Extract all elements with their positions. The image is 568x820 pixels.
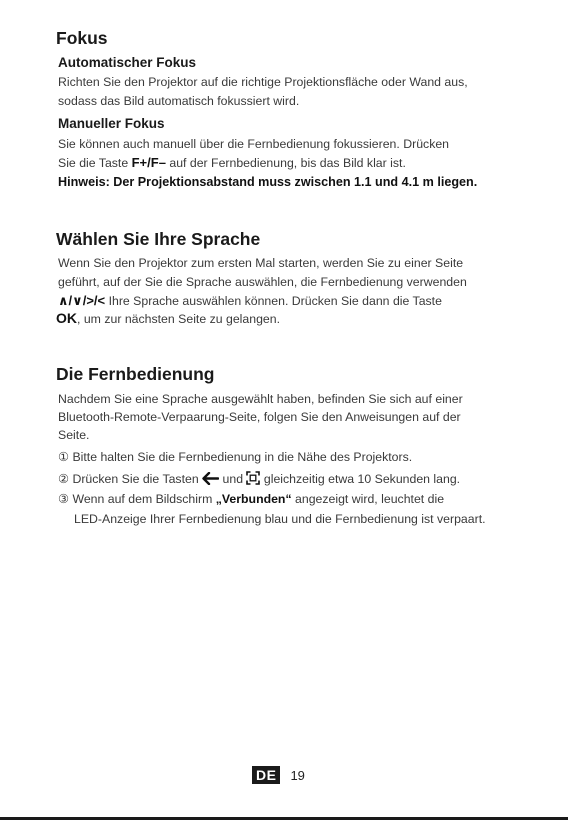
sprache-line-4 <box>56 309 280 329</box>
fernbedienung-line-1: Nachdem Sie eine Sprache ausgewählt haben, befinden Sie sich auf einer <box>58 392 463 406</box>
step-1: ① Bitte halten Sie die Fernbedienung in die Nähe des Projektors. <box>58 450 413 464</box>
manual-focus-line-2 <box>58 153 406 173</box>
focus-frame-icon <box>246 471 260 491</box>
sprache-line-3-text: Ihre Sprache auswählen können. Drücken Sie dann die Taste <box>108 294 442 308</box>
manual-focus-line-1: Sie können auch manuell über die Fernbedienung fokussieren. Drücken <box>58 137 450 151</box>
manual-focus-text-pre: Sie die Taste <box>58 156 129 170</box>
sprache-line-1: Wenn Sie den Projektor zum ersten Mal starten, werden Sie zu einer Seite <box>58 256 464 270</box>
manual-focus-text-post: auf der Fernbedienung, bis das Bild klar ist. <box>169 156 406 170</box>
navigation-keys-label: ∧/∨/>/< <box>58 293 106 308</box>
page-number: 19 <box>290 767 305 783</box>
step-3 <box>58 490 444 509</box>
fernbedienung-line-2: Bluetooth-Remote-Verpaarung-Seite, folgen Sie den Anweisungen auf der <box>58 410 461 424</box>
step-3-text-pre: ③ Wenn auf dem Bildschirm <box>58 492 213 506</box>
fernbedienung-line-3: Seite. <box>58 428 90 442</box>
focus-key-label: F+/F– <box>131 155 166 170</box>
connected-status-label: „Verbunden“ <box>215 492 292 506</box>
sprache-line-3 <box>58 291 442 311</box>
step-2 <box>58 470 460 491</box>
language-badge: DE <box>252 766 280 784</box>
section-title-sprache: Wählen Sie Ihre Sprache <box>56 229 261 249</box>
step-3-text-post: angezeigt wird, leuchtet die <box>295 492 445 506</box>
page-footer <box>252 766 305 784</box>
sprache-line-2: geführt, auf der Sie die Sprache auswählen, die Fernbedienung verwenden <box>58 275 467 289</box>
auto-focus-line-2: sodass das Bild automatisch fokussiert wird. <box>58 94 300 108</box>
step-2-text-post: gleichzeitig etwa 10 Sekunden lang. <box>263 472 461 486</box>
section-title-fokus: Fokus <box>56 28 108 48</box>
projection-distance-note: Hinweis: Der Projektionsabstand muss zwischen 1.1 und 4.1 m liegen. <box>58 175 478 189</box>
auto-focus-line-1: Richten Sie den Projektor auf die richtige Projektionsfläche oder Wand aus, <box>58 75 468 89</box>
ok-key-label: OK <box>56 310 77 326</box>
step-2-text-pre: ② Drücken Sie die Tasten <box>58 472 199 486</box>
section-title-fernbedienung: Die Fernbedienung <box>56 364 215 384</box>
sprache-line-4-text: , um zur nächsten Seite zu gelangen. <box>77 312 281 326</box>
back-arrow-icon <box>202 472 219 491</box>
step-3-line-2: LED-Anzeige Ihrer Fernbedienung blau und die Fernbedienung ist verpaart. <box>74 512 486 526</box>
step-2-text-mid: und <box>222 472 244 486</box>
heading-manual-focus: Manueller Fokus <box>58 116 165 131</box>
heading-auto-focus: Automatischer Fokus <box>58 55 197 70</box>
